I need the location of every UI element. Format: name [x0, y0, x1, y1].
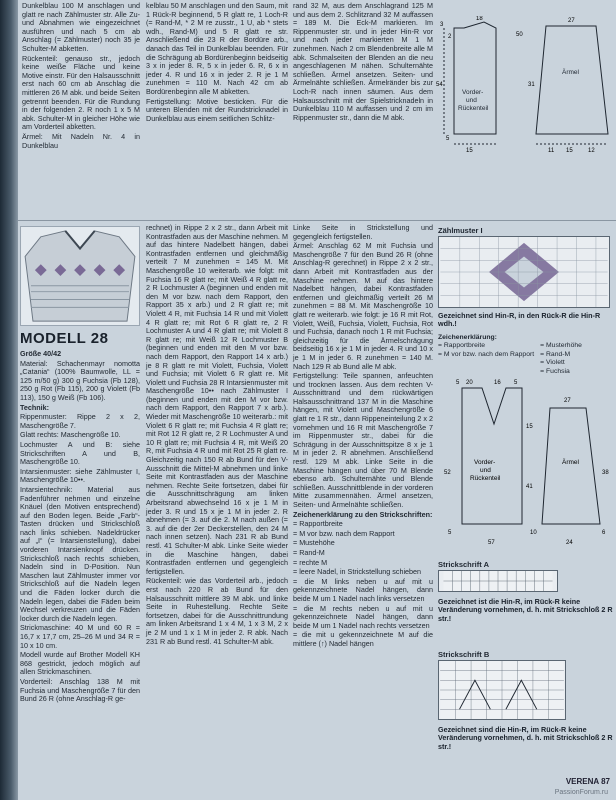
sweater-photo [20, 226, 140, 326]
dim-label: 27 [568, 18, 575, 24]
book-spine [0, 0, 18, 800]
strickschrift-a-title: Strickschrift A [438, 560, 489, 569]
dim-label: 24 [566, 540, 573, 546]
front-label-1: Vorder- [474, 459, 496, 466]
paragraph: rand 32 M, aus dem Anschlagrand 125 M und aus dem 2. Schlitzrand 32 M auffassen = 189 M. Die Eck-M markieren. Im Rippenmuster str. und in jeder Hin-R vor und nach jeder markierten M 1 M zunehmen. Nach 2 cm Blendenbreite alle M abk. Schmalseiten der Blenden an die neu angeschlagenen M nähen. Schulternähte schließen. Ärmel ansetzen. Seiten- und Ärmelnähte schließen. Ärmelränder bis zur Loch-R nach innen säumen. Aus dem Halsausschnitt mit der Spielstricknadeln in Dunkelblau 110 M auffassen und 2 cm im Rippenmuster str., dann die M abk. [293, 1, 433, 122]
model-text-column-3 [293, 224, 433, 650]
sleeve-label: Ärmel [562, 69, 579, 76]
dim-label: 3 [440, 22, 444, 28]
dim-label: 5 [456, 380, 460, 386]
front-label-3: Rückenteil [458, 105, 489, 112]
front-label-2: und [480, 467, 491, 474]
strickschrift-b-chart [438, 660, 566, 720]
dim-label: 11 [548, 148, 555, 154]
dim-label: 27 [564, 398, 571, 404]
dim-label: 2 [448, 34, 452, 40]
strickschrift-b-caption: Gezeichnet sind die Hin-R, im Rück-R keine Veränderung vornehmen, d. h. mit Strickschloß 2 R str.! [438, 725, 613, 751]
paragraph: Ärmel: Anschlag 62 M mit Fuchsia und Maschengröße 7 für den Bund 26 R (ohne Anschlag-R gerechnet) in Rippe 2 x 2 str., dann Arbeit mit Kontrastfaden aus der Maschine nehmen. M auf das hintere Nadelbett hängen, dabei Kontrastfaden entfernen und gleichmäßig verteilt 26 M zunehmen = 88 M. Mit Maschengröße 10 glatt re weiterarb. wie folgt: je 16 R mit Rot, Violett, Weiß, Fuchsia, Violett, Fuchsia, Rot und Fuchsia, danach noch 1 R mit Fuchsia; gleichzeitig für die Ärmelschrägung beidseitig 16 x je 1 M in jeder 4. R und 10 x je 1 M in jeder 6. R zunehmen = 140 M. Nach 129 R ab Bund alle M abk. [293, 241, 433, 371]
model-text-column-2 [146, 224, 288, 647]
schematic-diagram-mid [438, 378, 614, 550]
dim-label: 41 [526, 484, 533, 490]
dim-label: 15 [466, 148, 473, 154]
front-label-3: Rückenteil [470, 475, 501, 482]
dim-label: 15 [566, 148, 573, 154]
dim-label: 5 [448, 530, 452, 536]
dim-label: 31 [528, 82, 535, 88]
paragraph: Fertigstellung: Motive besticken. Für die unteren Blenden mit der Rundstricknadel in Dunkelblau aus einem seitlichen Schlitz- [146, 96, 288, 123]
paragraph: Lochmuster A und B: siehe Strickschriften A und B, Maschengröße 10. [20, 439, 140, 467]
paragraph: Rippenmuster: Rippe 2 x 2, Maschengröße 7. [20, 412, 140, 430]
front-label-1: Vorder- [462, 89, 484, 96]
paragraph: Glatt rechts: Maschengröße 10. [20, 430, 121, 440]
paragraph: Modell wurde auf Brother Modell KH 868 gestrickt, jedoch möglich auf allen Strickmaschinen. [20, 650, 140, 677]
dim-label: 10 [530, 530, 537, 536]
dim-label: 50 [516, 32, 523, 38]
paragraph: Intarsienmuster: siehe Zählmuster I, Maschengröße 10••. [20, 466, 140, 485]
legend-item: = leere Nadel, in Strickstellung schieben [293, 567, 422, 577]
paragraph: kelblau 50 M anschlagen und den Saum, mit 1 Rück-R beginnend, 5 R glatt re, 1 Loch-R (= Rand-M, * 2 M re zusstr., 1 U, ab * stets wdh., Rand-M) und 5 R glatt re str. Anschließend die 23 R der Bordüre arb., danach das Teil in Dunkelblau beenden. Für die Schrägung ab Bordürenbeginn beidseitig 3 x in jeder 8. R, 5 x in jeder 6. R, 6 x in jeder 4. R und 16 x in jeder 2. R je 1 M zunehmen = 110 M. Nach 42 cm ab Bordürenbeginn alle M abketten. [146, 1, 288, 96]
text-column-2-top [146, 2, 288, 124]
dim-label: 6 [602, 530, 606, 536]
dim-label: 38 [602, 470, 609, 476]
paragraph: Dunkelblau 100 M anschlagen und glatt re nach Zählmuster str. Alle Zu- und Abnahmen wie eingezeichnet ausführen und nach 5 cm ab Anschlag (= Zählmuster) noch 35 je Schulter-M abketten. [22, 1, 140, 53]
paragraph: Material: Schachenmayr nomotta „Catania“ (100% Baumwolle, LL = 125 m/50 g) 300 g Fuchsia (Fb 128), 250 g Rot (Fb 115), 200 g Violett (Fb 113), 150 g Weiß (Fb 106). [20, 358, 140, 402]
paragraph: Rückenteil: wie das Vorderteil arb., jedoch erst nach 220 R ab Bund für den Halsausschnitt mittlere 39 M abk. und linke Seite in Ruhestellung. Rechte Seite fortsetzen, dabei für die Ausschnittrundung am linken Arbeitsrand 1 x 4 M, 1 x 3 M, 2 x je 2 M und 1 x 1 M in jeder 2. R abk. Nach 231 R ab Bund restl. 41 Schulter-M abk. [146, 576, 288, 646]
legend-item: = Musterhöhe [540, 342, 582, 350]
sleeve-label: Ärmel [562, 459, 579, 466]
legend-item: = die mit u gekennzeichnete M auf die mittlere (↑) Nadel hängen [293, 630, 433, 648]
section-divider [18, 220, 616, 221]
legend-item: = die M links neben u auf mit u gekennzeichnete Nadel hängen, dann beide M um 1 Nadel nach links versetzen [293, 576, 433, 603]
paragraph: Ärmel: Mit Nadeln Nr. 4 in Dunkelblau [22, 131, 140, 150]
dim-label: 18 [476, 16, 483, 22]
strickschrift-a-chart [438, 570, 558, 592]
model-title: MODELL 28 [20, 330, 109, 347]
magazine-page [18, 0, 616, 800]
model-text-column-1 [20, 350, 140, 705]
paragraph: Rückenteil: genauso str., jedoch keine weiße Fläche und keine Motive einstr. Für den Halsausschnitt erst nach 60 cm ab Anschlag die mittleren 26 M abk. und beide Seiten getrennt beenden. Für die Rundung in der folgenden 2. R noch 1 x 5 M abk. Schulter-M in gleicher Höhe wie am Vorderteil abketten. [22, 53, 140, 132]
dim-label: 20 [466, 380, 473, 386]
paragraph: Intarsientechnik: Material aus Fadenführer nehmen und einzelne Knäuel (den Motiven entsprechend) auf den Boden legen. Beide „Farb“-Tasten drücken und Strickschloß nach links schieben. Nadeldrücker auf „I“ (= Intarsienstellung), dabei vorderen Intarsienknopf drücken. Strickschloß nach rechts schieben, Nadeln sind in D-Position. Nun Maschen laut Zählmuster immer vor Strickschloß auf die Nadeln legen und die Fäden locker durch die Nadeln legen, dabei die Fäden beim Wechsel verkreuzen und die Fäden locker durch die Nadeln legen. [20, 484, 140, 623]
dim-label: 16 [494, 380, 501, 386]
zaehlmuster-chart [438, 236, 610, 308]
zaehlmuster-legend [438, 334, 614, 376]
legend-item: = Violett [540, 359, 565, 367]
legend-item: = die M rechts neben u auf mit u gekennzeichnete Nadel hängen, dann beide M um 1 Nadel nach rechts versetzen [293, 603, 433, 630]
legend-heading: Zeichenerklärung zu den Strickschriften: [293, 509, 433, 519]
paragraph: Fertigstellung: Teile spannen, anfeuchten und trocknen lassen. Aus dem rechten V-Ausschnittrand und dem rückwärtigen Halsausschnittrand 137 M in die Maschine hängen, mit Violett und Maschengröße 6 glatt re 1 R str., dann Rippeneinteilung 2 x 2 vornehmen und 16 R mit Maschengröße 7 im Rippenmuster str., dabei für die Schrägung in der Ausschnittspitze 8 x je 1 M in jeder 2. R abnehmen. Anschließend restl. 129 M abk. Linke Seite in die Maschine hängen und über 70 M Blende ebenso arb. Schulternähte und Blende schließen. Ausschnittblende in der vorderen Mitte zusammennähen. Ärmel ansetzen, Seiten- und Ärmelnähte schließen. [293, 371, 433, 509]
text-column-3-top [293, 2, 433, 123]
legend-item: = Rapportbreite [293, 519, 343, 529]
paragraph: Größe 40/42 [20, 349, 62, 358]
site-watermark: PassionForum.ru [554, 789, 608, 796]
dim-label: 5 [514, 380, 518, 386]
legend-item: = Rapportbreite [438, 342, 486, 350]
legend-item: = rechte M [293, 557, 328, 567]
legend-item: = Fuchsia [540, 367, 570, 375]
paragraph: rechnet) in Rippe 2 x 2 str., dann Arbeit mit Kontrastfaden aus der Maschine nehmen. M auf das hintere Nadelbett hängen, dabei Kontrastfaden entfernen und gleichmäßig verteilt 7 M zunehmen = 145 M. Mit Maschengröße 10 weiterarb. wie folgt: mit Fuchsia 16 R glatt re; mit Weiß 4 R glatt re, 2 R Lochmuster A (beginnen und enden mit den M vor bzw. nach dem Rapport, den Rapport 35 x arb.) und 2 R glatt re; mit Violett 4 R, mit Fuchsia 14 R und mit Violett 4 R glatt re; mit Rot 6 R glatt re, 2 R Lochmuster A und 4 R glatt re; mit Violett 8 R glatt re; mit Weiß 12 R Lochmuster B (beginnen und enden mit den M vor bzw. nach dem Rapport, den Rapport 14 x arb.) je 8 R glatt re mit Violett, Fuchsia, Violett und Fuchsia; mit Violett 6 R glatt re. Mit Violett und Fuchsia 28 R Intarsienmuster mit Maschengröße 10•• nach Zählmuster I (beginnen und enden mit den M vor bzw. nach dem Rapport, den Rapport 7 x arb.). Wieder mit Maschengröße 10 weiterarb.: mit Violett 6 R glatt re; mit Fuchsia 4 R glatt re; mit Rot 12 R glatt re, 2 R Lochmuster A und 10 R glatt re; mit Fuchsia 4 R, mit Weiß 20 R, mit Fuchsia 4 R und mit Rot 25 R glatt re. Gleichzeitig nach 150 R ab Bund für den V-Ausschnitt die Mittel-M abnehmen und linke Seite mit Kontrastfaden aus der Maschine nehmen. Rechte Seite fortsetzen, dabei für die Ausschnittschrägung am linken Arbeitsrand abwechselnd 16 x je 1 M in jeder 3. R und 15 x je 1 M in jeder 2. R abnehmen (= 3. auf die 2. M nach außen (= 3. auf die der 2er Deckerstellen, den 24 M nach innen setzen). Nach 231 R ab Bund restl. 41 Schulter-M abk. Linke Seite wieder in die Maschine hängen, dabei Kontrastfaden entfernen und gegengleich fertigstellen. [146, 223, 288, 576]
legend-title: Zeichenerklärung: [438, 334, 497, 341]
strickschrift-b-title: Strickschrift B [438, 650, 490, 659]
dim-label: 5 [446, 136, 450, 142]
legend-item: = Rand-M [540, 350, 571, 358]
dim-label: 52 [444, 470, 451, 476]
zaehlmuster-title: Zählmuster I [438, 226, 483, 235]
dim-label: 15 [526, 424, 533, 430]
paragraph: Technik: [20, 402, 50, 412]
legend-item: = Mustehöhe [293, 538, 335, 548]
dim-label: 57 [488, 540, 495, 546]
paragraph: Linke Seite in Strickstellung und gegengleich fertigstellen. [293, 223, 433, 241]
text-column-1-top [22, 2, 140, 151]
page-footer: VERENA 87 [565, 777, 610, 786]
legend-item: = M vor bzw. nach dem Rapport [293, 528, 395, 538]
legend-item: = M vor bzw. nach dem Rapport [438, 350, 535, 358]
paragraph: Vorderteil: Anschlag 138 M mit Fuchsia und Maschengröße 7 für den Bund 26 R (ohne Anschlag-R ge- [20, 676, 140, 704]
legend-item: = Rand-M [293, 547, 325, 557]
paragraph: Strickmaschine: 40 M und 60 R = 16,7 x 17,7 cm, 25–26 M und 34 R = 10 x 10 cm. [20, 623, 140, 650]
front-label-2: und [466, 97, 477, 104]
dim-label: 12 [588, 148, 595, 154]
schematic-diagram-top [436, 16, 614, 156]
dim-label: 54 [436, 82, 443, 88]
strickschrift-a-caption: Gezeichnet ist die Hin-R, im Rück-R keine Veränderung vornehmen, d. h. mit Strickschloß 2 R str.! [438, 597, 613, 623]
zaehlmuster-caption: Gezeichnet sind Hin-R, in den Rück-R die Hin-R wdh.! [438, 311, 601, 329]
